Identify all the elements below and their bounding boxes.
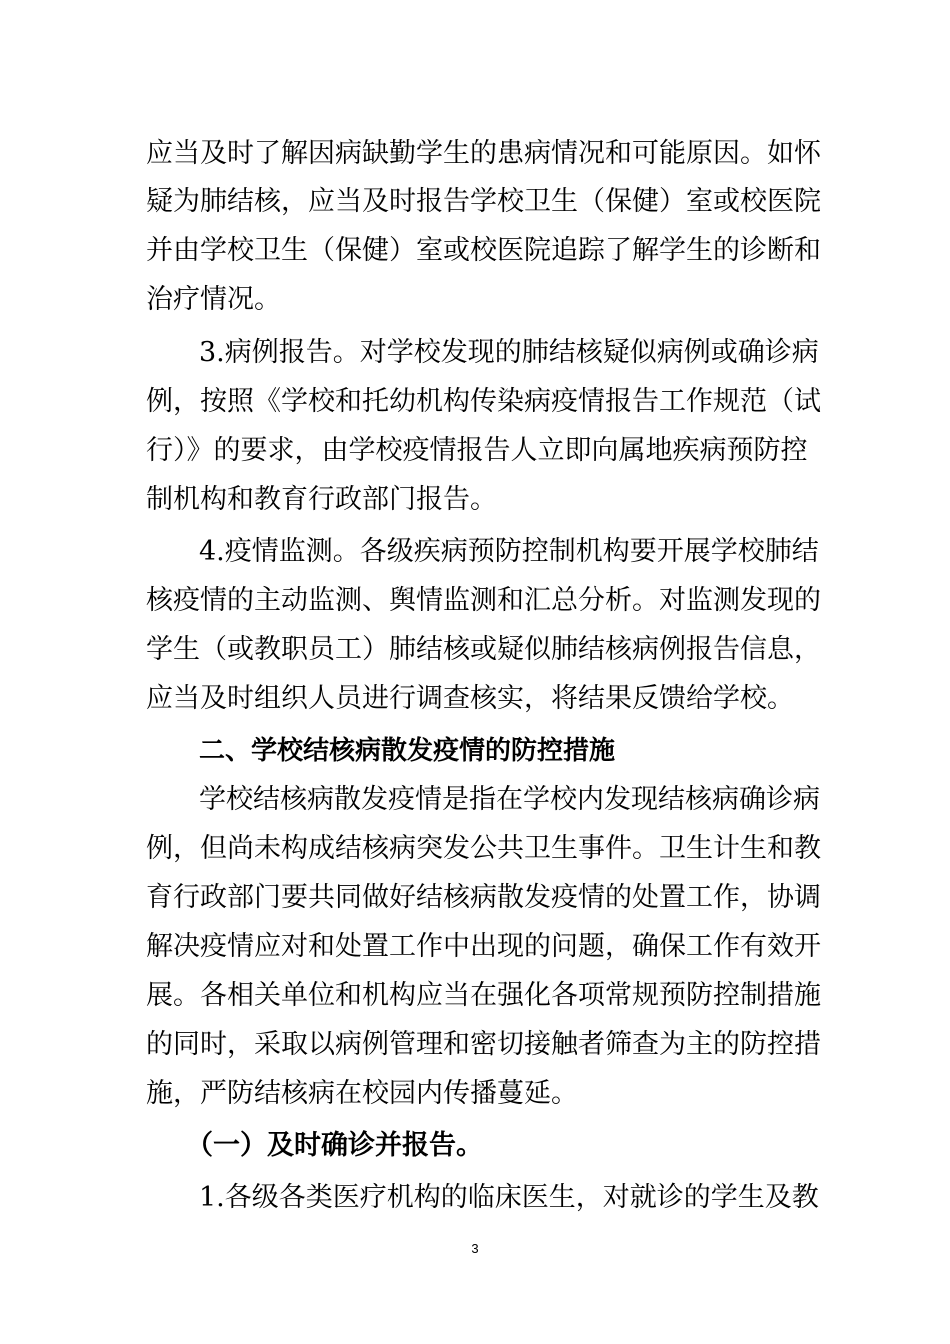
body-text-line: 并由学校卫生（保健）室或校医院追踪了解学生的诊断和	[146, 235, 821, 266]
body-text-line: 的同时，采取以病例管理和密切接触者筛查为主的防控措	[146, 1029, 821, 1060]
body-text-line: 例，按照《学校和托幼机构传染病疫情报告工作规范（试	[146, 386, 821, 417]
page-number: 3	[471, 1241, 479, 1256]
list-item-case-report: 3.病例报告。对学校发现的肺结核疑似病例或确诊病	[199, 337, 819, 368]
body-text-line: 应当及时了解因病缺勤学生的患病情况和可能原因。如怀	[146, 138, 821, 169]
body-text-line: 疑为肺结核，应当及时报告学校卫生（保健）室或校医院	[146, 186, 821, 217]
body-text-line: 应当及时组织人员进行调查核实，将结果反馈给学校。	[146, 683, 794, 714]
body-text-line: 例，但尚未构成结核病突发公共卫生事件。卫生计生和教	[146, 833, 821, 864]
body-text-line: 制机构和教育行政部门报告。	[146, 484, 497, 515]
body-text-line: 核疫情的主动监测、舆情监测和汇总分析。对监测发现的	[146, 585, 821, 616]
body-text-line: 施，严防结核病在校园内传播蔓延。	[146, 1078, 578, 1109]
subsection-heading: （一）及时确诊并报告。	[186, 1130, 483, 1161]
body-text-line: 学生（或教职员工）肺结核或疑似肺结核病例报告信息，	[146, 634, 821, 665]
list-item-clinical-doctors: 1.各级各类医疗机构的临床医生，对就诊的学生及教	[199, 1182, 819, 1213]
section-heading: 二、学校结核病散发疫情的防控措施	[199, 736, 616, 766]
list-item-epidemic-monitoring: 4.疫情监测。各级疾病预防控制机构要开展学校肺结	[199, 536, 819, 567]
body-text-line: 行）》的要求，由学校疫情报告人立即向属地疾病预防控	[146, 435, 808, 466]
body-text-line: 学校结核病散发疫情是指在学校内发现结核病确诊病	[199, 784, 820, 815]
body-text-line: 育行政部门要共同做好结核病散发疫情的处置工作，协调	[146, 882, 821, 913]
body-text-line: 解决疫情应对和处置工作中出现的问题，确保工作有效开	[146, 931, 821, 962]
body-text-line: 治疗情况。	[146, 284, 281, 315]
body-text-line: 展。各相关单位和机构应当在强化各项常规预防控制措施	[146, 980, 821, 1011]
